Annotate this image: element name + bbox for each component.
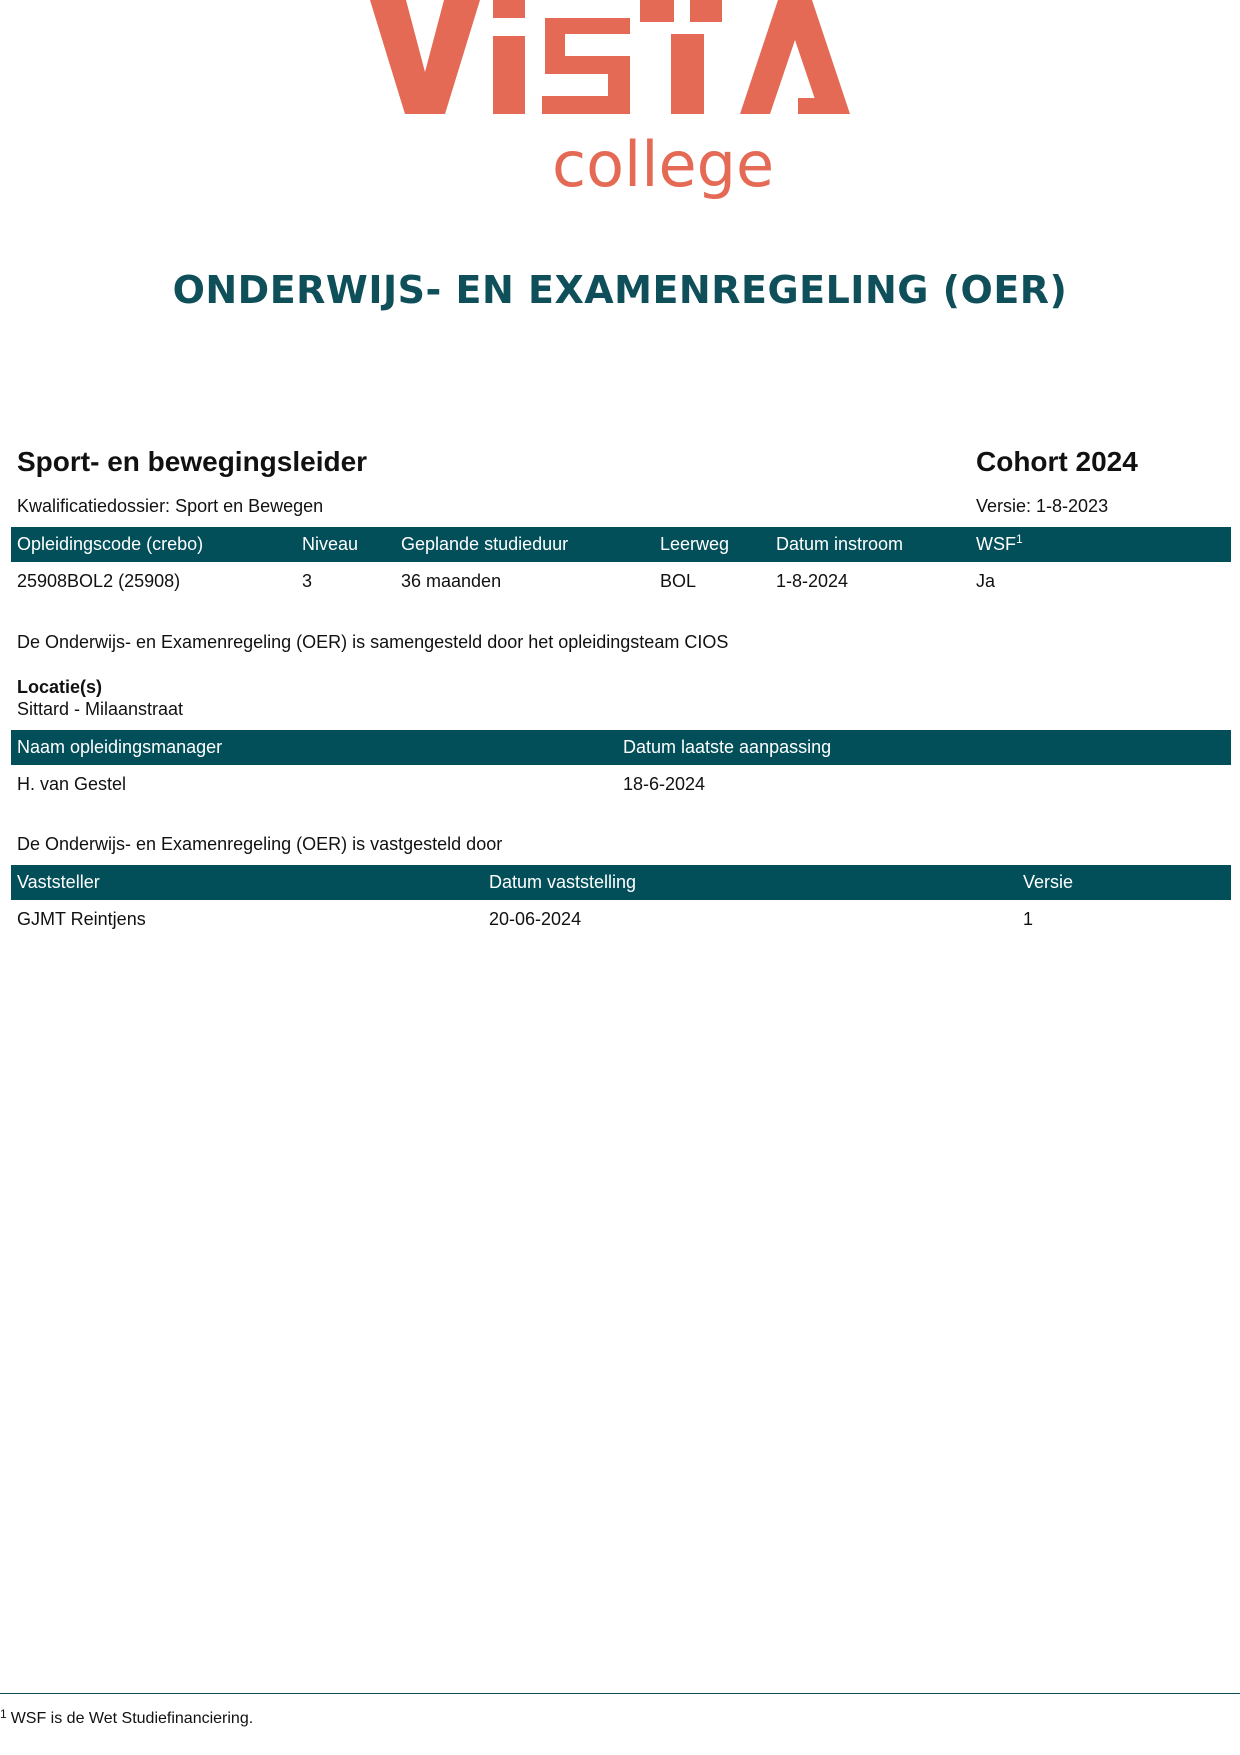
footnote-text: WSF is de Wet Studiefinanciering. — [10, 1710, 254, 1727]
establishment-table — [11, 865, 1231, 938]
svg-text:college: college — [552, 128, 775, 201]
footnote-divider — [0, 1693, 1240, 1694]
col-header-wsf — [970, 527, 1231, 562]
cell-datum-instroom: 1-8-2024 — [776, 570, 849, 591]
locations-label: Locatie(s) — [17, 677, 103, 697]
cohort-label: Cohort 2024 — [976, 446, 1138, 477]
program-details-table — [11, 527, 1231, 600]
col-header-manager: Naam opleidingsmanager — [11, 730, 617, 765]
cell-manager: H. van Gestel — [17, 773, 127, 794]
table-header-row — [11, 527, 1231, 562]
cell-leerweg: BOL — [660, 570, 697, 591]
established-by-text: De Onderwijs- en Examenregeling (OER) is vastgesteld door — [17, 834, 503, 854]
col-header-niveau: Niveau — [296, 527, 395, 562]
table-row — [11, 900, 1231, 938]
composed-by-text: De Onderwijs- en Examenregeling (OER) is samengesteld door het opleidingsteam CIOS — [17, 632, 729, 652]
cell-vaststeller: GJMT Reintjens — [17, 908, 146, 929]
program-name: Sport- en bewegingsleider — [17, 446, 368, 477]
cell-crebo: 25908BOL2 (25908) — [17, 570, 181, 591]
cell-wsf: Ja — [976, 570, 996, 591]
col-header-studieduur: Geplande studieduur — [395, 527, 654, 562]
qualification-dossier: Kwalificatiedossier: Sport en Bewegen — [17, 496, 324, 516]
cell-studieduur: 36 maanden — [401, 570, 502, 591]
col-header-last-change: Datum laatste aanpassing — [617, 730, 1231, 765]
footnote-number: 1 — [0, 1707, 7, 1721]
cell-datum-vaststelling: 20-06-2024 — [489, 908, 582, 929]
table-header-row — [11, 865, 1231, 900]
vista-college-logo — [360, 0, 880, 210]
col-header-versie: Versie — [1017, 865, 1231, 900]
table-row — [11, 765, 1231, 803]
footnote — [0, 1707, 254, 1728]
table-header-row — [11, 730, 1231, 765]
col-header-datum-vaststelling: Datum vaststelling — [483, 865, 1017, 900]
col-header-crebo: Opleidingscode (crebo) — [11, 527, 296, 562]
locations-value: Sittard - Milaanstraat — [17, 699, 184, 719]
footnote-ref: 1 — [1016, 532, 1023, 546]
dossier-version: Versie: 1-8-2023 — [976, 496, 1109, 516]
cell-last-change: 18-6-2024 — [623, 773, 706, 794]
col-header-leerweg: Leerweg — [654, 527, 770, 562]
col-header-vaststeller: Vaststeller — [11, 865, 483, 900]
table-row — [11, 562, 1231, 600]
document-title: ONDERWIJS- EN EXAMENREGELING (OER) — [172, 268, 1068, 312]
wsf-label: WSF — [976, 534, 1016, 554]
cell-niveau: 3 — [302, 570, 313, 591]
manager-table — [11, 730, 1231, 803]
col-header-datum-instroom: Datum instroom — [770, 527, 970, 562]
cell-versie: 1 — [1023, 908, 1034, 929]
